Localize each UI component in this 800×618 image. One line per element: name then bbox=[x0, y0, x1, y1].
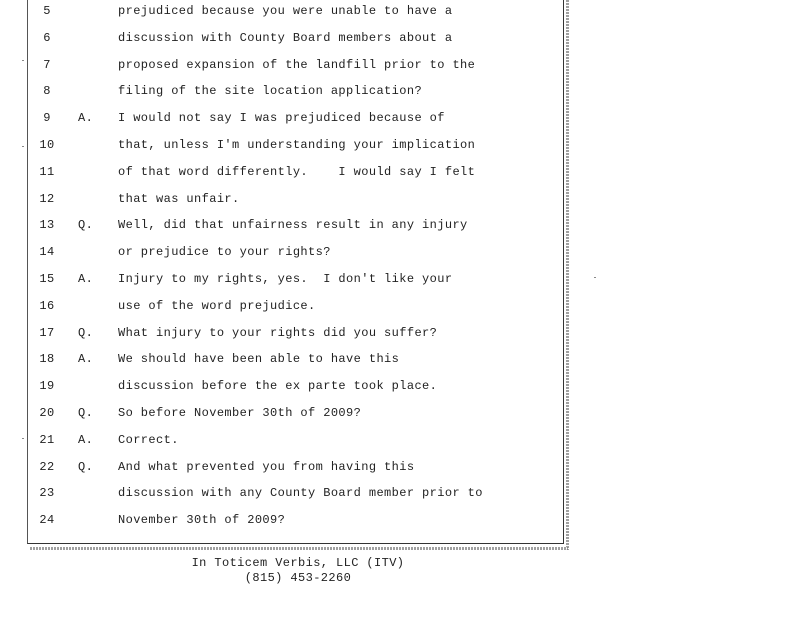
line-text: We should have been able to have this bbox=[118, 352, 400, 367]
line-text: Well, did that unfairness result in any injury bbox=[118, 218, 468, 233]
line-text: proposed expansion of the landfill prior to the bbox=[118, 57, 476, 72]
scan-speck bbox=[594, 277, 596, 278]
line-number: 16 bbox=[39, 298, 55, 313]
line-number: 13 bbox=[39, 218, 55, 233]
speaker-label: A. bbox=[78, 111, 94, 126]
line-text: November 30th of 2009? bbox=[118, 513, 286, 528]
speaker-label: A. bbox=[78, 352, 94, 367]
line-text: that was unfair. bbox=[118, 191, 240, 206]
line-number: 8 bbox=[43, 84, 51, 99]
line-text: prejudiced because you were unable to have a bbox=[118, 4, 453, 18]
line-number: 12 bbox=[39, 191, 55, 206]
line-text: So before November 30th of 2009? bbox=[118, 406, 362, 420]
line-number: 15 bbox=[39, 272, 55, 286]
speaker-label: A. bbox=[78, 272, 94, 286]
footer-phone: (815) 453-2260 bbox=[244, 571, 352, 585]
scan-speck bbox=[22, 146, 24, 147]
line-number: 24 bbox=[39, 513, 55, 528]
line-number: 23 bbox=[39, 486, 55, 501]
line-number: 6 bbox=[43, 30, 51, 45]
line-number: 18 bbox=[39, 352, 55, 367]
line-number: 11 bbox=[39, 164, 55, 179]
line-text: Injury to my rights, yes. I don't like your bbox=[118, 272, 453, 286]
footer-company: In Toticem Verbis, LLC (ITV) bbox=[191, 556, 405, 570]
line-text: use of the word prejudice. bbox=[118, 298, 316, 313]
line-text: Correct. bbox=[118, 432, 179, 447]
speaker-label: Q. bbox=[78, 325, 94, 340]
speaker-label: A. bbox=[78, 432, 94, 447]
line-text: that, unless I'm understanding your implication bbox=[118, 138, 476, 152]
line-number: 22 bbox=[39, 459, 55, 474]
line-text: discussion with any County Board member prior to bbox=[118, 486, 483, 501]
line-number: 20 bbox=[39, 406, 55, 420]
line-number: 7 bbox=[43, 57, 51, 72]
line-number: 17 bbox=[39, 325, 55, 340]
speaker-label: Q. bbox=[78, 218, 94, 233]
line-text: discussion before the ex parte took place. bbox=[118, 379, 438, 394]
line-number: 19 bbox=[39, 379, 55, 394]
line-number: 5 bbox=[43, 4, 51, 18]
line-text: discussion with County Board members about a bbox=[118, 30, 453, 45]
page-shadow-bottom bbox=[30, 547, 568, 550]
line-number: 21 bbox=[39, 432, 55, 447]
line-number: 9 bbox=[43, 111, 51, 126]
line-text: or prejudice to your rights? bbox=[118, 245, 331, 260]
scan-speck bbox=[22, 60, 24, 61]
line-text: What injury to your rights did you suffer? bbox=[118, 325, 438, 340]
line-text: And what prevented you from having this bbox=[118, 459, 415, 474]
line-number: 10 bbox=[39, 138, 55, 152]
line-text: filing of the site location application? bbox=[118, 84, 423, 99]
speaker-label: Q. bbox=[78, 406, 94, 420]
line-number: 14 bbox=[39, 245, 55, 260]
page-shadow-right bbox=[566, 0, 569, 550]
line-text: of that word differently. I would say I felt bbox=[118, 164, 476, 179]
line-text: I would not say I was prejudiced because of bbox=[118, 111, 445, 126]
scan-speck bbox=[22, 438, 24, 439]
speaker-label: Q. bbox=[78, 459, 94, 474]
